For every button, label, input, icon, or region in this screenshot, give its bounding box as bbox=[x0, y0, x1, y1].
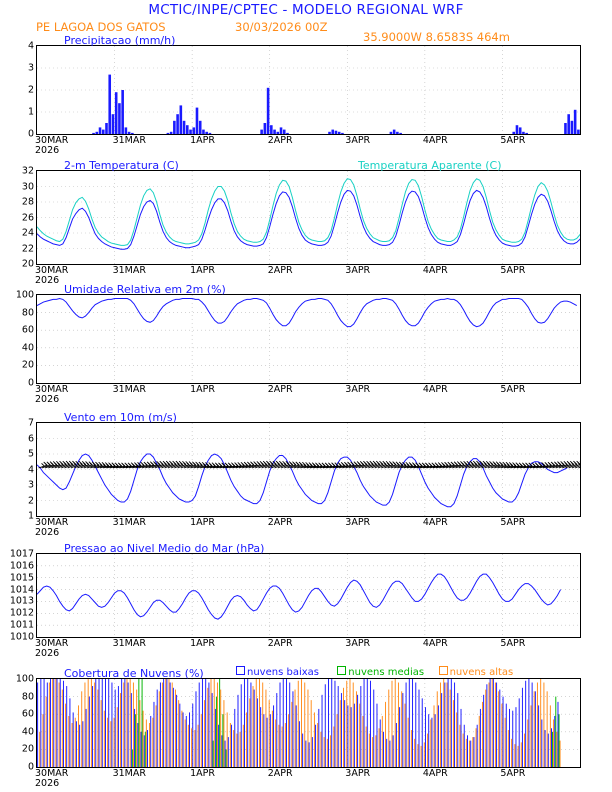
x-tick-label: 5APR bbox=[500, 638, 526, 649]
x-tick-label: 30MAR bbox=[35, 384, 69, 395]
y-tick-label: 1 bbox=[27, 106, 34, 118]
y-tick-label: 22 bbox=[21, 243, 34, 254]
x-axis-year: 2026 bbox=[35, 527, 60, 538]
y-tick-label: 40 bbox=[21, 726, 34, 738]
x-tick-label: 1APR bbox=[190, 638, 216, 649]
legend-swatch bbox=[337, 666, 346, 675]
y-tick-label: 0 bbox=[27, 761, 34, 773]
panel-title-wind: Vento em 10m (m/s) bbox=[64, 411, 177, 424]
x-tick-label: 3APR bbox=[345, 135, 371, 146]
x-axis-year: 2026 bbox=[35, 275, 60, 286]
x-tick-label: 30MAR bbox=[35, 265, 69, 276]
x-tick-label: 4APR bbox=[422, 384, 448, 395]
chart-canvas-humidity bbox=[37, 295, 580, 383]
station-name: PE LAGOA DOS GATOS bbox=[36, 20, 166, 34]
y-tick-label: 1015 bbox=[9, 572, 34, 584]
y-tick-label: 1014 bbox=[9, 584, 34, 596]
y-tick-label: 30 bbox=[21, 181, 34, 192]
x-tick-label: 30MAR bbox=[35, 638, 69, 649]
x-tick-label: 4APR bbox=[422, 638, 448, 649]
panel-title-humidity: Umidade Relativa em 2m (%) bbox=[64, 283, 226, 296]
y-tick-label: 28 bbox=[21, 196, 34, 208]
x-tick-label: 2APR bbox=[267, 384, 293, 395]
x-tick-label: 3APR bbox=[345, 384, 371, 395]
y-tick-label: 26 bbox=[21, 212, 34, 223]
legend-label: nuvens baixas bbox=[247, 667, 319, 678]
x-axis-year: 2026 bbox=[35, 778, 60, 789]
x-tick-label: 4APR bbox=[422, 265, 448, 276]
x-tick-label: 31MAR bbox=[112, 265, 146, 276]
y-tick-label: 32 bbox=[21, 165, 34, 177]
y-tick-label: 1017 bbox=[9, 548, 34, 560]
chart-canvas-temperature bbox=[37, 171, 580, 264]
y-tick-label: 40 bbox=[21, 342, 34, 354]
x-tick-label: 4APR bbox=[422, 517, 448, 528]
y-tick-label: 20 bbox=[21, 258, 34, 270]
x-tick-label: 1APR bbox=[190, 517, 216, 528]
x-tick-label: 31MAR bbox=[112, 135, 146, 146]
x-tick-label: 3APR bbox=[345, 265, 371, 276]
panel-title-precipitation: Precipitacao (mm/h) bbox=[64, 34, 176, 47]
y-tick-label: 0 bbox=[27, 377, 34, 389]
y-tick-label: 3 bbox=[27, 479, 34, 491]
y-tick-label: 80 bbox=[21, 307, 34, 319]
x-tick-label: 2APR bbox=[267, 135, 293, 146]
panel-title-pressure: Pressao ao Nivel Medio do Mar (hPa) bbox=[64, 542, 265, 555]
x-tick-label: 4APR bbox=[422, 135, 448, 146]
y-tick-label: 4 bbox=[27, 40, 34, 52]
y-tick-label: 6 bbox=[27, 433, 34, 444]
y-tick-label: 60 bbox=[21, 324, 34, 336]
y-tick-label: 1010 bbox=[9, 631, 34, 643]
x-tick-label: 1APR bbox=[190, 768, 216, 779]
x-tick-label: 31MAR bbox=[112, 768, 146, 779]
x-tick-label: 5APR bbox=[500, 768, 526, 779]
legend-item-nuvens-baixas bbox=[236, 666, 319, 678]
legend-swatch bbox=[439, 666, 448, 675]
y-tick-label: 0 bbox=[27, 128, 34, 140]
legend-swatch bbox=[236, 666, 245, 675]
panel-title-clouds: Cobertura de Nuvens (%) bbox=[64, 667, 204, 680]
x-tick-label: 31MAR bbox=[112, 638, 146, 649]
legend-item-nuvens-medias bbox=[337, 666, 424, 678]
x-tick-label: 2APR bbox=[267, 265, 293, 276]
x-tick-label: 5APR bbox=[500, 135, 526, 146]
chart-canvas-pressure bbox=[37, 554, 580, 637]
x-tick-label: 5APR bbox=[500, 384, 526, 395]
x-axis-year: 2026 bbox=[35, 648, 60, 659]
y-tick-label: 5 bbox=[27, 448, 34, 460]
legend-item-nuvens-altas bbox=[439, 666, 514, 678]
y-tick-label: 7 bbox=[27, 417, 34, 429]
chart-canvas-clouds bbox=[37, 679, 580, 767]
y-tick-label: 3 bbox=[27, 62, 34, 74]
y-tick-label: 60 bbox=[21, 708, 34, 720]
panel-title-apparent-temperature: Temperatura Aparente (C) bbox=[358, 159, 502, 172]
x-tick-label: 1APR bbox=[190, 384, 216, 395]
x-tick-label: 3APR bbox=[345, 768, 371, 779]
x-tick-label: 4APR bbox=[422, 768, 448, 779]
y-tick-label: 4 bbox=[27, 464, 34, 475]
y-tick-label: 20 bbox=[21, 359, 34, 371]
x-axis-year: 2026 bbox=[35, 145, 60, 156]
x-tick-label: 2APR bbox=[267, 638, 293, 649]
y-tick-label: 24 bbox=[21, 227, 34, 239]
y-tick-label: 100 bbox=[15, 673, 34, 685]
x-tick-label: 2APR bbox=[267, 517, 293, 528]
y-tick-label: 80 bbox=[21, 691, 34, 703]
legend-label: nuvens medias bbox=[348, 667, 425, 678]
x-tick-label: 1APR bbox=[190, 135, 216, 146]
y-tick-label: 1013 bbox=[9, 595, 34, 607]
x-tick-label: 30MAR bbox=[35, 768, 69, 779]
x-axis-year: 2026 bbox=[35, 394, 60, 405]
y-tick-label: 1016 bbox=[9, 560, 34, 572]
panel-title-temperature: 2-m Temperatura (C) bbox=[64, 159, 179, 172]
chart-canvas-precipitation bbox=[37, 46, 580, 134]
run-datetime: 30/03/2026 00Z bbox=[235, 20, 328, 34]
y-tick-label: 1012 bbox=[9, 607, 34, 619]
x-tick-label: 31MAR bbox=[112, 517, 146, 528]
chart-canvas-wind bbox=[37, 423, 580, 516]
x-tick-label: 5APR bbox=[500, 265, 526, 276]
x-tick-label: 30MAR bbox=[35, 517, 69, 528]
coordinates: 35.9000W 8.6583S 464m bbox=[363, 30, 510, 44]
x-tick-label: 31MAR bbox=[112, 384, 146, 395]
y-tick-label: 2 bbox=[27, 495, 34, 506]
legend-label: nuvens altas bbox=[449, 667, 514, 678]
x-tick-label: 5APR bbox=[500, 517, 526, 528]
x-tick-label: 3APR bbox=[345, 517, 371, 528]
x-tick-label: 1APR bbox=[190, 265, 216, 276]
y-tick-label: 2 bbox=[27, 84, 34, 96]
y-tick-label: 1 bbox=[27, 510, 34, 522]
x-tick-label: 3APR bbox=[345, 638, 371, 649]
x-tick-label: 30MAR bbox=[35, 135, 69, 146]
x-tick-label: 2APR bbox=[267, 768, 293, 779]
y-tick-label: 100 bbox=[15, 289, 34, 301]
y-tick-label: 1011 bbox=[9, 619, 34, 631]
y-tick-label: 20 bbox=[21, 743, 34, 755]
page-title: MCTIC/INPE/CPTEC - MODELO REGIONAL WRF bbox=[148, 2, 464, 18]
